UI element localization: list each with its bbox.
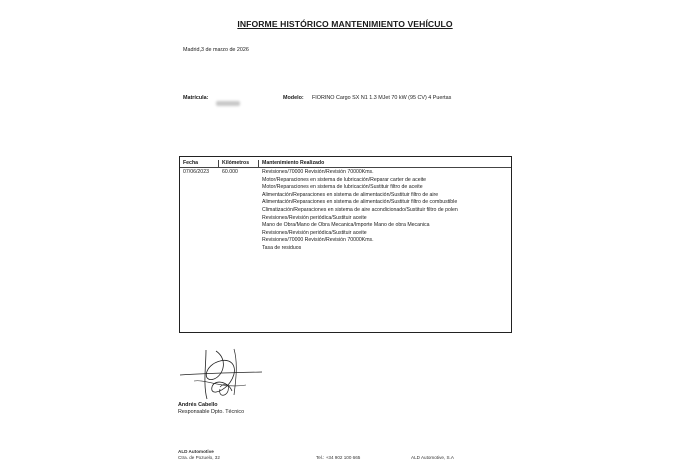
list-item: Revisiones/70000 Revisión/Revisión 70000Kms. bbox=[262, 169, 374, 175]
footer-phone: Tel.: +34 902 100 665 bbox=[316, 455, 361, 460]
footer-address: Ctra. de Pozuelo, 32 bbox=[178, 455, 220, 460]
footer-legal-name: ALD Automotive, S.A bbox=[411, 455, 454, 460]
matricula-label: Matrícula: bbox=[183, 95, 209, 101]
header-divider bbox=[258, 160, 259, 167]
maintenance-items-list bbox=[262, 169, 502, 253]
modelo-value: FIORINO Cargo SX N1 1.3 MJet 70 kW (95 CV) 4 Puertas bbox=[312, 95, 452, 101]
list-item: Alimentación/Reparaciones en sistema de alimentación/Sustituir filtro de aire bbox=[262, 191, 439, 198]
document-title: INFORME HISTÓRICO MANTENIMIENTO VEHÍCULO bbox=[237, 19, 453, 29]
place-date: Madrid,3 de marzo de 2026 bbox=[183, 47, 249, 53]
list-item: Motor/Reparaciones en sistema de lubricación/Reparar carter de aceite bbox=[262, 176, 427, 183]
list-item: Revisiones/Revisión periódica/Sustituir aceite bbox=[262, 214, 367, 221]
matricula-value-redacted bbox=[216, 95, 240, 113]
list-item: Motor/Reparaciones en sistema de lubricación/Sustituir filtro de aceite bbox=[262, 184, 423, 191]
header-fecha: Fecha bbox=[183, 160, 198, 166]
header-mantenimiento: Mantenimiento Realizado bbox=[262, 160, 325, 166]
footer-company: ALD Automotive bbox=[178, 449, 214, 454]
row-kilometros: 60.000 bbox=[222, 169, 238, 175]
signer-role: Responsable Dpto. Técnico bbox=[178, 409, 245, 415]
list-item: Mano de Obra/Mano de Obra Mecanica/Importe Mano de obra Mecanica bbox=[262, 222, 430, 229]
list-item: Climatización/Reparaciones en sistema de aire acondicionado/Sustituir filtro de polen bbox=[262, 206, 458, 213]
list-item: Revisiones/Revisión periódica/Sustituir aceite bbox=[262, 229, 367, 236]
row-fecha: 07/06/2023 bbox=[183, 169, 209, 175]
list-item: Alimentación/Reparaciones en sistema de alimentación/Sustituir filtro de combustible bbox=[262, 199, 458, 206]
handwritten-signature bbox=[176, 345, 266, 401]
modelo-label: Modelo: bbox=[283, 95, 304, 101]
header-divider bbox=[218, 160, 219, 167]
header-kilometros: Kilómetros bbox=[222, 160, 250, 166]
list-item: Revisiones/70000 Revisión/Revisión 70000Kms. bbox=[262, 237, 374, 244]
signer-name: Andrés Cabello bbox=[178, 402, 218, 408]
header-rule bbox=[180, 167, 511, 168]
list-item: Tasa de residuos bbox=[262, 244, 302, 251]
